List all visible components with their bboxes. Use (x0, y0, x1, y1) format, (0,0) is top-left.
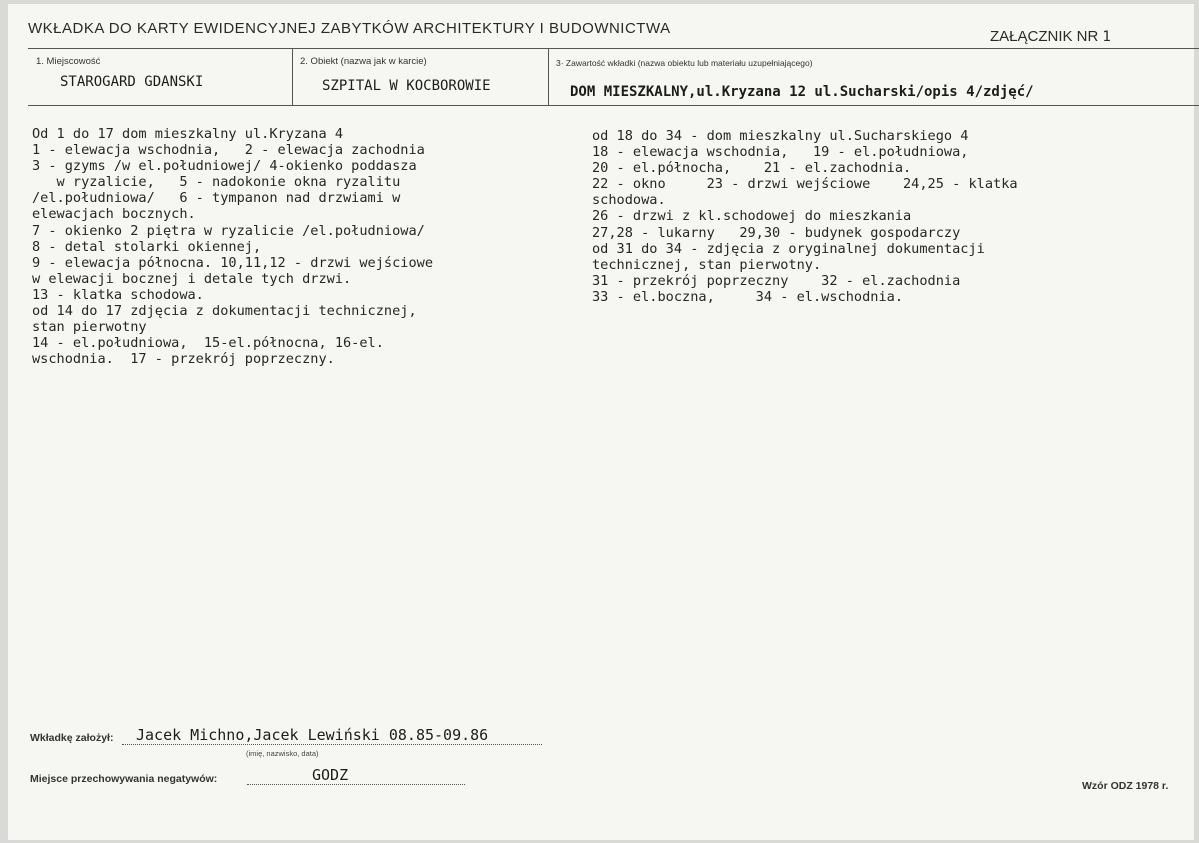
negatives-location-line (247, 784, 465, 785)
form-pattern: Wzór ODZ 1978 r. (1082, 780, 1169, 792)
annex-number: 1 (1102, 29, 1111, 45)
founded-by-line (122, 744, 542, 745)
text-line: stan pierwotny (32, 319, 147, 336)
text-line: 1 - elewacja wschodnia, 2 - elewacja zachodnia (32, 142, 425, 159)
founded-by-hint: (imię, nazwisko, data) (246, 749, 319, 758)
header-top-rule (28, 48, 1199, 49)
text-line: elewacjach bocznych. (32, 206, 196, 223)
right-column-text (592, 128, 1018, 305)
text-line: w elewacji bocznej i detale tych drzwi. (32, 270, 352, 287)
contents-value: DOM MIESZKALNY,ul.Kryzana 12 ul.Sucharski/opis 4/zdjęć/ (570, 84, 1034, 100)
locality-value: STAROGARD GDANSKI (60, 74, 204, 90)
text-line: 14 - el.południowa, 15-el.północna, 16-el. (32, 335, 384, 352)
text-line: 13 - klatka schodowa. (32, 286, 204, 303)
annex-label (990, 28, 1111, 45)
object-label: 2. Obiekt (nazwa jak w karcie) (300, 56, 427, 67)
text-line: 18 - elewacja wschodnia, 19 - el.południowa, (592, 144, 969, 161)
text-line: Od 1 do 17 dom mieszkalny ul.Kryzana 4 (32, 126, 343, 142)
text-line: /el.południowa/ 6 - tympanon nad drzwiami w (32, 190, 401, 207)
text-line: wschodnia. 17 - przekrój poprzeczny. (32, 351, 335, 368)
object-value: SZPITAL W KOCBOROWIE (322, 78, 491, 94)
text-line: od 31 do 34 - zdjęcia z oryginalnej dokumentacji (592, 240, 985, 257)
text-line: 3 - gzyms /w el.południowej/ 4-okienko poddasza (32, 158, 417, 175)
negatives-location-label: Miejsce przechowywania negatywów: (30, 773, 218, 785)
form-title: WKŁADKA DO KARTY EWIDENCYJNEJ ZABYTKÓW ARCHITEKTURY I BUDOWNICTWA (28, 20, 671, 37)
header-bottom-rule (28, 105, 1199, 106)
contents-label: 3· Zawartość wkładki (nazwa obiektu lub materiału uzupełniającego) (556, 58, 813, 68)
text-line: 31 - przekrój poprzeczny 32 - el.zachodnia (592, 272, 961, 289)
text-line: 8 - detal stolarki okiennej, (32, 238, 262, 255)
text-line: 33 - el.boczna, 34 - el.wschodnia. (592, 288, 903, 305)
text-line: 7 - okienko 2 piętra w ryzalicie /el.południowa/ (32, 222, 425, 239)
text-line: 26 - drzwi z kl.schodowej do mieszkania (592, 208, 912, 225)
founded-by-value: Jacek Michno,Jacek Lewiński 08.85-09.86 (136, 726, 489, 744)
negatives-location-value: GODZ (312, 766, 349, 784)
founded-by-label: Wkładkę założył: (30, 732, 114, 744)
text-line: w ryzalicie, 5 - nadokonie okna ryzalitu (32, 174, 401, 191)
field-divider-2 (548, 48, 549, 106)
text-line: 27,28 - lukarny 29,30 - budynek gospodarczy (592, 224, 961, 241)
text-line: schodowa. (592, 192, 666, 209)
text-line: 20 - el.północha, 21 - el.zachodnia. (592, 160, 912, 177)
annex-label-text: ZAŁĄCZNIK NR (990, 28, 1099, 45)
locality-label: 1. Miejscowość (36, 56, 101, 67)
text-line: technicznej, stan pierwotny. (592, 256, 822, 273)
text-line: 9 - elewacja północna. 10,11,12 - drzwi wejściowe (32, 254, 434, 271)
text-line: od 18 do 34 - dom mieszkalny ul.Sucharskiego 4 (592, 128, 969, 144)
text-line: od 14 do 17 zdjęcia z dokumentacji technicznej, (32, 303, 417, 320)
text-line: 22 - okno 23 - drzwi wejściowe 24,25 - klatka (592, 176, 1018, 193)
left-column-text (32, 126, 433, 367)
field-divider-1 (292, 48, 293, 106)
